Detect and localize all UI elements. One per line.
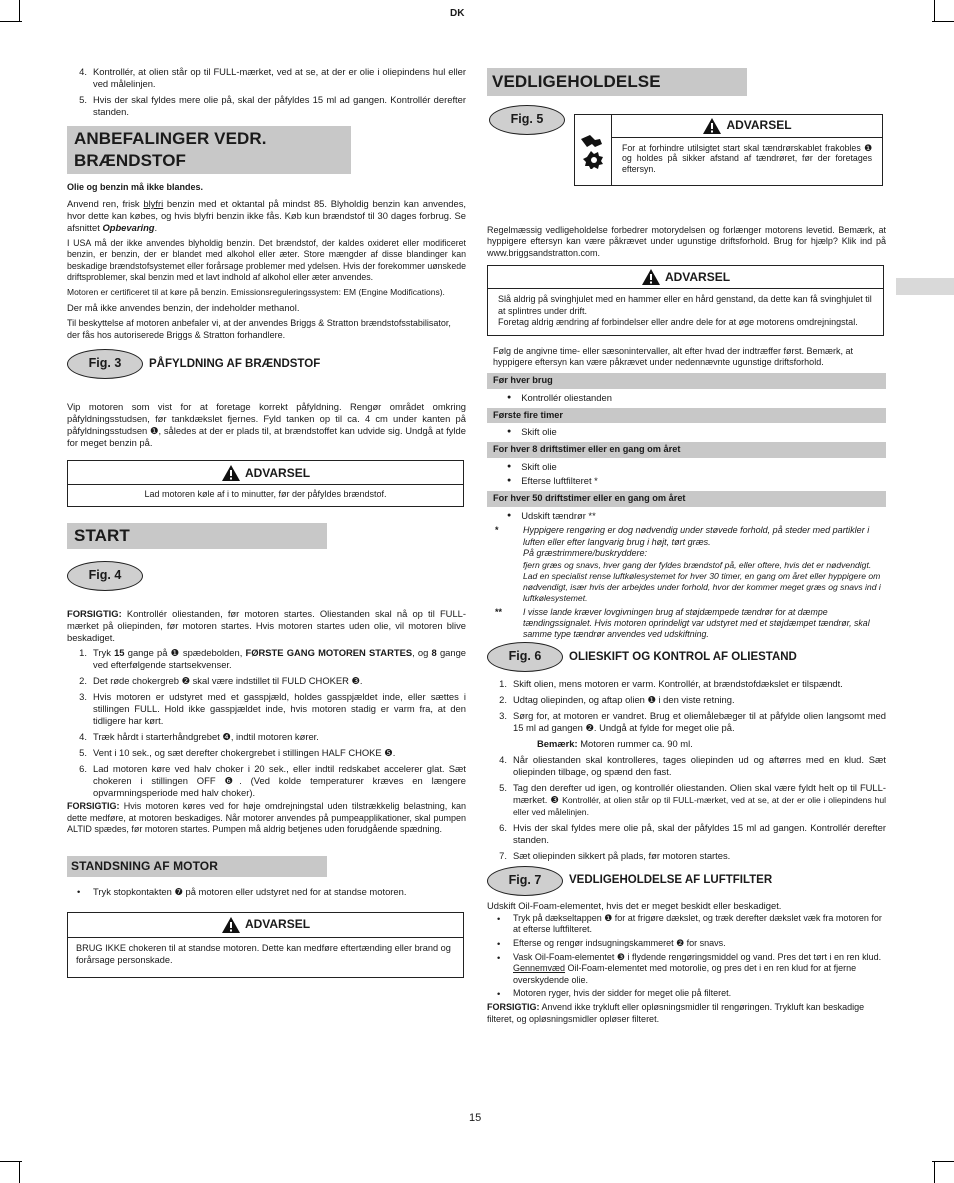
air-intro: Udskift Oil-Foam-elementet, hvis det er meget beskidt eller beskadiget.	[487, 899, 782, 911]
fig7-title: VEDLIGEHOLDELSE AF LUFTFILTER	[569, 874, 773, 887]
schedule-item: ● Udskift tændrør **	[507, 510, 596, 522]
crop-mark	[932, 21, 954, 22]
fig5-row	[487, 108, 886, 185]
warning-triangle-icon	[221, 916, 241, 934]
fig6-row	[487, 642, 886, 672]
left-column	[67, 66, 466, 978]
warning-text: Foretag aldrig ændring af forbindelser eller andre dele for at øge motorens omdrejningstal.	[498, 317, 858, 328]
page-number: 15	[469, 1112, 482, 1124]
fig4-row	[67, 561, 466, 591]
fig5-warning	[574, 114, 883, 186]
fig7-row	[487, 866, 886, 896]
crop-mark	[19, 1161, 20, 1183]
schedule-heading: Første fire timer	[487, 408, 886, 424]
stop-bullet: • Tryk stopkontakten ❼ på motoren eller udstyret ned for at standse motoren.	[77, 885, 407, 897]
crop-mark	[0, 1161, 22, 1162]
list-item: 1. Skift olien, mens motoren er varm. Kontrollér, at brændstofdækslet er tilspændt.	[499, 678, 843, 690]
right-column	[487, 68, 886, 1026]
schedule-heading: Før hver brug	[487, 373, 886, 389]
schedule-heading: For hver 50 driftstimer eller en gang om året	[487, 491, 886, 507]
list-item: 6. Hvis der skal fyldes mere olie på, skal der påfyldes 15 ml ad gangen. Kontrollér derefter standen.	[499, 821, 886, 845]
spark-plug-hand-icon	[578, 131, 608, 169]
warning-title: ADVARSEL	[664, 269, 731, 284]
maintenance-heading: VEDLIGEHOLDELSE	[487, 68, 747, 96]
fig7-badge: Fig. 7	[487, 866, 563, 896]
schedule-item: ● Skift olie	[507, 461, 557, 473]
start-steps	[67, 647, 466, 799]
list-item: 2. Det røde chokergreb ❷ skal være indstillet til FULD CHOKER ❸.	[79, 674, 363, 686]
list-item: 5. Hvis der skal fyldes mere olie på, skal der påfyldes 15 ml ad gangen. Kontrollér derefter standen.	[79, 94, 466, 118]
fuel-heading: ANBEFALINGER VEDR. BRÆNDSTOF	[67, 126, 351, 174]
fig3-row	[67, 349, 466, 379]
maintenance-paragraph-2: Følg de angivne time- eller sæsonintervaller, alt efter hvad der indtræffer først. Bemærk, at hyppigere eftersyn kan være påkrævet under nedennævnte ugunstige driftsforhold.	[493, 345, 853, 368]
list-item: 1. Tryk 15 gange på ❶ spædebolden, FØRSTE GANG MOTOREN STARTES, og 8 gange ved efterfølgende startsekvenser.	[79, 646, 467, 670]
fig6-badge: Fig. 6	[487, 642, 563, 672]
list-item: 3. Hvis motoren er udstyret med et gasspjæld, holdes gasspjældet inde, eller sættes i stillingen FULL. Hold ikke gasspjældet inde, hvis motoren stadig er varm fra, at den tidligere har kørt.	[79, 690, 466, 726]
footnote-2: ** I visse lande kræver lovgivningen brug af støjdæmpede tændrør for at dæmpe tændingssignalet. Hvis motoren oprindeligt var udstyret med et støjdæmpet tændrør, skal samme type tændrør anvendes ved udskiftning.	[495, 606, 870, 640]
fig5-badge: Fig. 5	[489, 105, 565, 135]
fig3-paragraph: Vip motoren som vist for at foretage korrekt påfyldning. Rengør området omkring påfyldningsstudsen, før tankdækslet fjernes. Fyld tanken op til ca. 4 cm under kanten på påfyldningsstudsen ❶, således at der er plads til, at brændstoffet kan udvide sig. Undgå at fylde for meget benzin på.	[67, 401, 466, 449]
warning-box-fuel	[67, 460, 464, 507]
spark-plug-hand-icon	[575, 115, 612, 185]
crop-mark	[934, 1161, 935, 1183]
fig4-badge: Fig. 4	[67, 561, 143, 591]
start-caution: FORSIGTIG: Kontrollér oliestanden, før motoren startes. Oliestanden skal nå op til FULL-mærket på oliepinden, før motoren startes. Hvis motoren startes uden olie, vil motoren blive beskadiget.	[67, 607, 466, 643]
maintenance-paragraph-1: Regelmæssig vedligeholdelse forbedrer motorydelsen og forlænger motorens levetid. Bemærk, at hyppigere eftersyn kan være påkrævet under ugunstige driftsforhold. Brug for hjælp? Klik ind på www.briggsandstratton.com.	[487, 224, 886, 258]
schedule-item: ● Kontrollér oliestanden	[507, 391, 612, 403]
warning-title: ADVARSEL	[726, 118, 792, 133]
fuel-paragraph-4: Der må ikke anvendes benzin, der indeholder methanol.	[67, 302, 300, 314]
warning-title: ADVARSEL	[244, 917, 311, 932]
fuel-paragraph-3: Motoren er certificeret til at køre på benzin. Emissionsreguleringssystem: EM (Engine Modifications).	[67, 287, 445, 298]
list-item: 5. Tag den derefter ud igen, og kontrollér oliestanden. Olien skal være fyldt helt op til FULL-mærket. ❸ Kontrollér, at olien står op til FULL-mærket, ved at se, at der er olie i oliepindens hul eller ved målelinjen.	[499, 781, 887, 817]
list-item: 2. Udtag oliepinden, og aftap olien ❶ i den viste retning.	[499, 694, 735, 706]
crop-mark	[932, 1161, 954, 1162]
side-tab	[896, 278, 954, 295]
list-item: 4. Kontrollér, at olien står op til FULL-mærket, ved at se, at der er olie i oliepindens hul eller ved målelinjen.	[79, 66, 466, 90]
warning-triangle-icon	[221, 464, 241, 482]
list-item: • Efterse og rengør indsugningskammeret ❷ for snavs.	[497, 937, 726, 949]
list-item: 3. Sørg for, at motoren er vandret. Brug et oliemålebæger til at påfylde olien langsomt med 15 ml ad gangen ❷. Undgå at fylde for meget olie på. Bemærk: Motoren rummer ca. 90 ml.	[499, 710, 886, 749]
schedule-item: ● Efterse luftfilteret *	[507, 475, 598, 487]
list-item: 4. Træk hårdt i starterhåndgrebet ❹, indtil motoren kører.	[79, 730, 319, 742]
fuel-paragraph-1: Anvend ren, frisk blyfri benzin med et oktantal på mindst 85. Blyholdig benzin kan anvendes, hvor dette kan købes, og hvis blyfri benzin ikke fås. Køb kun brændstof til 30 dages forbrug. Se afsnittet Opbevaring.	[67, 198, 466, 234]
list-item: 6. Lad motoren køre ved halv choker i 20 sek., eller indtil redskabet accelerer glat. Sæt chokeren i stillingen OFF ❻. (Ved kolde temperaturer kræves en længere opvarmningsperiode med halv choker).	[79, 762, 467, 798]
fig3-badge: Fig. 3	[67, 349, 143, 379]
schedule-heading: For hver 8 driftstimer eller en gang om året	[487, 442, 886, 458]
crop-mark	[19, 0, 20, 22]
list-item: 5. Vent i 10 sek., og sæt derefter chokergrebet i stillingen HALF CHOKE ❺.	[79, 746, 396, 758]
list-item: 7. Sæt oliepinden sikkert på plads, før motoren startes.	[499, 849, 731, 861]
fuel-subhead: Olie og benzin må ikke blandes.	[67, 181, 204, 192]
warning-box-flywheel	[487, 265, 884, 336]
schedule-item: ● Skift olie	[507, 426, 557, 438]
language-tag: DK	[450, 8, 465, 19]
intro-list	[67, 66, 466, 118]
warning-box-stop	[67, 912, 464, 979]
fig3-title: PÅFYLDNING AF BRÆNDSTOF	[149, 357, 321, 370]
list-item: • Vask Oil-Foam-elementet ❸ i flydende rengøringsmiddel og vand. Pres det tørt i en ren klud. Gennemvæd Oil-Foam-elementet med motorolie, og pres det i en ren klud for at fjerne overskydende olie.	[497, 951, 882, 985]
warning-text: Slå aldrig på svinghjulet med en hammer eller en hård genstand, da dette kan få svinghjulet til at splintres under drift.	[498, 294, 872, 316]
warning-text: Lad motoren køle af i to minutter, før der påfyldes brændstof.	[144, 489, 387, 500]
warning-title: ADVARSEL	[244, 465, 311, 480]
list-item: 4. Når oliestanden skal kontrolleres, tages oliepinden ud og aftørres med en klud. Sæt oliepinden tilbage, og spænd den fast.	[499, 753, 886, 777]
warning-triangle-icon	[641, 268, 661, 286]
crop-mark	[0, 21, 22, 22]
fuel-paragraph-5: Til beskyttelse af motoren anbefaler vi, at der anvendes Briggs & Stratton brændstofsstabilisator, der fås hos autoriserede Briggs & Stratton forhandlere.	[67, 318, 451, 340]
air-bullets	[487, 913, 886, 1001]
oil-steps	[487, 678, 886, 861]
fig6-title: OLIESKIFT OG KONTROL AF OLIESTAND	[569, 651, 797, 664]
warning-triangle-icon	[702, 117, 722, 135]
warning-text: BRUG IKKE chokeren til at standse motoren. Dette kan medføre eftertænding eller brand og forårsage personskade.	[76, 942, 451, 965]
air-caution: FORSIGTIG: Anvend ikke trykluft eller opløsningsmidler til rengøringen. Trykluft kan beskadige filteret, og opløsningsmidler opløser filteret.	[487, 1002, 865, 1024]
list-item: • Motoren ryger, hvis der sidder for meget olie på filteret.	[497, 988, 732, 1000]
list-item: • Tryk på dækseltappen ❶ for at frigøre dækslet, og træk derefter dækslet væk fra motoren for at efterse luftfilteret.	[497, 912, 882, 935]
fuel-paragraph-2: I USA må der ikke anvendes blyholdig benzin. Det brændstof, der kaldes oxideret eller modificeret benzin, er benzin, der er blandet med alkohol eller æter. Store mængder af disse blandinger kan beskadige brændstofsystemet eller forårsage problemer med ydelsen. Hvis der forekommer uønskede driftsproblemer, skal benzin med et lavt indhold af alkohol eller æter anvendes.	[67, 238, 466, 282]
maintenance-schedule	[487, 373, 886, 522]
footnote-1: * Hyppigere rengøring er dog nødvendig under støvede forhold, på steder med partikler i luften eller efter langvarig brug i højt, tørt græs. På græstrimmere/buskryddere: fjern græs og snavs, hver gang der fyldes brændstof på, eller oftere, hvis det er nødvendigt. Lad en specialist rense luftkølesystemet for hver 30 timer, en gang om året eller hyppigere om nødvendigt, især hvis der arbejdes under forhold, hvor der kommer meget græs og snavs ind i luftkølesystemet.	[495, 525, 881, 603]
warning-text: For at forhindre utilsigtet start skal tændrørskablet frakobles ❶ og holdes på sikker afstand af tændrøret, før der foretages eftersyn.	[622, 142, 872, 174]
start-caution-2: FORSIGTIG: Hvis motoren køres ved for høje omdrejningstal uden tilstrækkelig belastning, kan dette medføre, at motoren beskadiges. Når motorer anvendes på pumpeapplikationer, skal pumpen ALTID spædes, før motoren startes. Pumpen må aldrig betjenes uden forudgående spædning.	[67, 801, 466, 835]
start-heading: START	[67, 523, 327, 549]
stop-heading: STANDSNING AF MOTOR	[67, 856, 327, 877]
crop-mark	[934, 0, 935, 22]
